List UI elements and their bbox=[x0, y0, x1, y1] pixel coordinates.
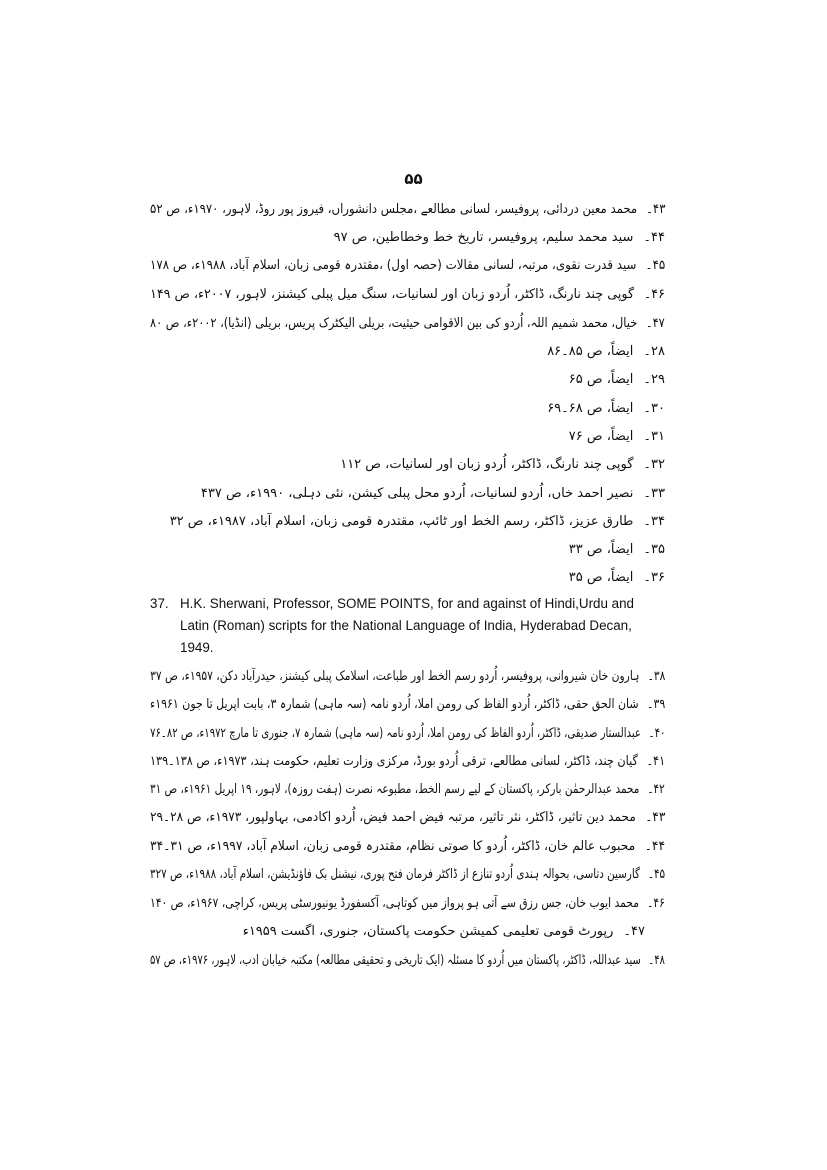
reference-item bbox=[150, 778, 665, 802]
reference-text: گوپی چند نارنگ، ڈاکٹر، اُردو زبان اور لسانیات، ص ۱۱۲ bbox=[340, 457, 634, 472]
reference-text: عبدالستار صدیقی، ڈاکٹر، اُردو الفاظ کی رومن املا، اُردو نامہ (سہ ماہی) شمارہ ۷، جنوری تا مارچ ۱۹۷۲ء، ص ۸۲۔۷۶ bbox=[149, 726, 641, 741]
reference-item bbox=[150, 198, 665, 222]
reference-text: محمد عبدالرحمٰن بارکر، پاکستان کے لیے رسم الخط، مطبوعہ نصرت (ہفت روزہ)، لاہور، ۱۹ اپریل ۱۹۶۱ء، ص ۳۱ bbox=[150, 782, 640, 797]
reference-text: سید قدرت نقوی، مرتبہ، لسانی مقالات (حصہ اول) ،مقتدرہ قومی زبان، اسلام آباد، ۱۹۸۸ء، ص ۱۷۸ bbox=[149, 258, 637, 273]
reference-text: ایضاً، ص ۳۵ bbox=[568, 570, 634, 585]
reference-item bbox=[150, 665, 665, 689]
reference-text: H.K. Sherwani, Professor, SOME POINTS, for and against of Hindi,Urdu and Latin (Roman) scripts for the National Language of India, Hyderabad Decan, 1949. bbox=[180, 596, 634, 655]
reference-item bbox=[340, 453, 665, 477]
reference-item bbox=[150, 892, 665, 916]
reference-text: ایضاً، ص ۷۶ bbox=[568, 429, 634, 444]
reference-number: ۴۴۔ bbox=[643, 230, 665, 245]
reference-number: ۳۹۔ bbox=[646, 697, 665, 712]
reference-text: محمد دین تاثیر، ڈاکٹر، نثر تاثیر، مرتبہ فیض احمد فیض، اُردو اکادمی، بہاولپور، ۱۹۷۳ء، ص ۲۸۔۲۹ bbox=[149, 810, 636, 825]
reference-item bbox=[334, 226, 665, 250]
reference-text: ایضاً، ص ۸۵۔۸۶ bbox=[547, 344, 634, 359]
reference-item bbox=[243, 920, 645, 944]
reference-item bbox=[170, 510, 665, 534]
reference-number: ۴۸۔ bbox=[648, 953, 665, 968]
reference-number: ۳۵۔ bbox=[643, 542, 665, 557]
reference-number: ۴۷۔ bbox=[623, 924, 645, 939]
reference-text: گارسین دتاسی، بحوالہ ہندی اُردو تنازع از ڈاکٹر فرمان فتح پوری، نیشنل بک فاؤنڈیشن، اسلام آباد، ۱۹۸۸ء، ص ۳۲۷ bbox=[149, 867, 640, 882]
reference-item bbox=[150, 312, 665, 336]
reference-text: نصیر احمد خاں، اُردو لسانیات، اُردو محل پبلی کیشن، نئی دہلی، ۱۹۹۰ء، ص ۴۳۷ bbox=[200, 486, 634, 501]
reference-number: ۴۳۔ bbox=[644, 810, 665, 825]
reference-item bbox=[150, 806, 665, 830]
reference-text: سید محمد سلیم، پروفیسر، تاریخ خط وخطاطین، ص ۹۷ bbox=[333, 230, 634, 245]
reference-text: ہارون خان شیروانی، پروفیسر، اُردو رسم الخط اور طباعت، اسلامک پبلی کیشنز، حیدرآباد دکن، ۱۹۵۷ء، ص ۳۷ bbox=[149, 669, 639, 684]
reference-number: ۴۲۔ bbox=[647, 782, 665, 797]
reference-number: ۳۶۔ bbox=[643, 570, 665, 585]
reference-number: ۳۳۔ bbox=[643, 486, 665, 501]
reference-item bbox=[150, 863, 665, 887]
reference-item bbox=[201, 482, 665, 506]
reference-text: گوپی چند نارنگ، ڈاکٹر، اُردو زبان اور لسانیات، سنگ میل پبلی کیشنز، لاہور، ۲۰۰۷ء، ص ۱۴۹ bbox=[150, 287, 635, 302]
reference-text: سید عبداللہ، ڈاکٹر، پاکستان میں اُردو کا مسئلہ (ایک تاریخی و تحقیقی مطالعہ) مکتبہ خیابان ادب، لاہور، ۱۹۷۶ء، ص ۵۷ bbox=[150, 953, 641, 968]
reference-number: ۲۹۔ bbox=[643, 372, 665, 387]
reference-text: ایضاً، ص ۶۵ bbox=[568, 372, 634, 387]
page-number: ۵۵ bbox=[404, 170, 423, 188]
reference-number: ۴۷۔ bbox=[646, 316, 665, 331]
reference-item bbox=[569, 538, 665, 562]
reference-item bbox=[569, 566, 665, 590]
reference-text: خیال، محمد شمیم اللہ، اُردو کی بین الاقوامی حیثیت، بریلی الیکٹرک پریس، بریلی (انڈیا)، ۲۰۰۲ء، ص ۸۰ bbox=[150, 316, 638, 331]
reference-number: ۴۱۔ bbox=[646, 754, 665, 769]
reference-number: ۳۲۔ bbox=[643, 457, 665, 472]
reference-item bbox=[150, 835, 665, 859]
reference-number: ۳۱۔ bbox=[643, 429, 665, 444]
reference-text: محمد ایوب خان، جس رزق سے آتی ہو پرواز میں کوتاہی، آکسفورڈ یونیورسٹی پریس، کراچی، ۱۹۶۷ء، ص ۱۴۰ bbox=[150, 896, 640, 911]
reference-item bbox=[547, 340, 665, 364]
reference-text: شان الحق حقی، ڈاکٹر، اُردو الفاظ کی رومن املا، اُردو نامہ (سہ ماہی) شمارہ ۳، بابت اپریل تا جون ۱۹۶۱ء bbox=[149, 697, 639, 712]
reference-item bbox=[569, 425, 665, 449]
reference-item bbox=[150, 254, 665, 278]
reference-item bbox=[150, 693, 665, 717]
reference-item bbox=[150, 949, 665, 973]
reference-text: ایضاً، ص ۶۸۔۶۹ bbox=[547, 401, 634, 416]
reference-item bbox=[150, 283, 665, 307]
reference-number: ۴۵۔ bbox=[645, 258, 665, 273]
reference-number: ۴۶۔ bbox=[647, 896, 665, 911]
reference-item bbox=[547, 397, 665, 421]
reference-number: ۴۶۔ bbox=[643, 287, 665, 302]
reference-number: ۴۳۔ bbox=[645, 202, 665, 217]
reference-number: ۴۵۔ bbox=[647, 867, 665, 882]
reference-number: ۳۸۔ bbox=[647, 669, 665, 684]
reference-number: 37. bbox=[150, 596, 169, 611]
reference-item bbox=[569, 368, 665, 392]
reference-text: محمد معین دردائی، پروفیسر، لسانی مطالعے ،مجلس دانشوراں، فیروز پور روڈ، لاہور، ۱۹۷۰ء، ص ۵۲ bbox=[149, 202, 637, 217]
reference-text: گیان چند، ڈاکٹر، لسانی مطالعے، ترقی اُردو بورڈ، مرکزی وزارت تعلیم، حکومت ہند، ۱۹۷۳ء، ص ۱۳۸۔۱۳۹ bbox=[149, 754, 638, 769]
english-reference bbox=[150, 593, 650, 659]
reference-number: ۳۰۔ bbox=[643, 401, 665, 416]
reference-number: ۴۰۔ bbox=[648, 726, 665, 741]
reference-text: طارق عزیز، ڈاکٹر، رسم الخط اور ٹائپ، مقتدرہ قومی زبان، اسلام آباد، ۱۹۸۷ء، ص ۳۲ bbox=[169, 514, 634, 529]
reference-text: ایضاً، ص ۳۳ bbox=[568, 542, 634, 557]
reference-item bbox=[150, 722, 665, 746]
reference-text: رپورٹ قومی تعلیمی کمیشن حکومت پاکستان، جنوری، اگست ۱۹۵۹ء bbox=[242, 924, 614, 939]
reference-number: ۴۴۔ bbox=[644, 839, 665, 854]
reference-text: محبوب عالم خان، ڈاکٹر، اُردو کا صوتی نظام، مقتدرہ قومی زبان، اسلام آباد، ۱۹۹۷ء، ص ۳۱۔۳۴ bbox=[149, 839, 636, 854]
reference-number: ۳۴۔ bbox=[643, 514, 665, 529]
reference-item bbox=[150, 750, 665, 774]
reference-number: ۲۸۔ bbox=[643, 344, 665, 359]
